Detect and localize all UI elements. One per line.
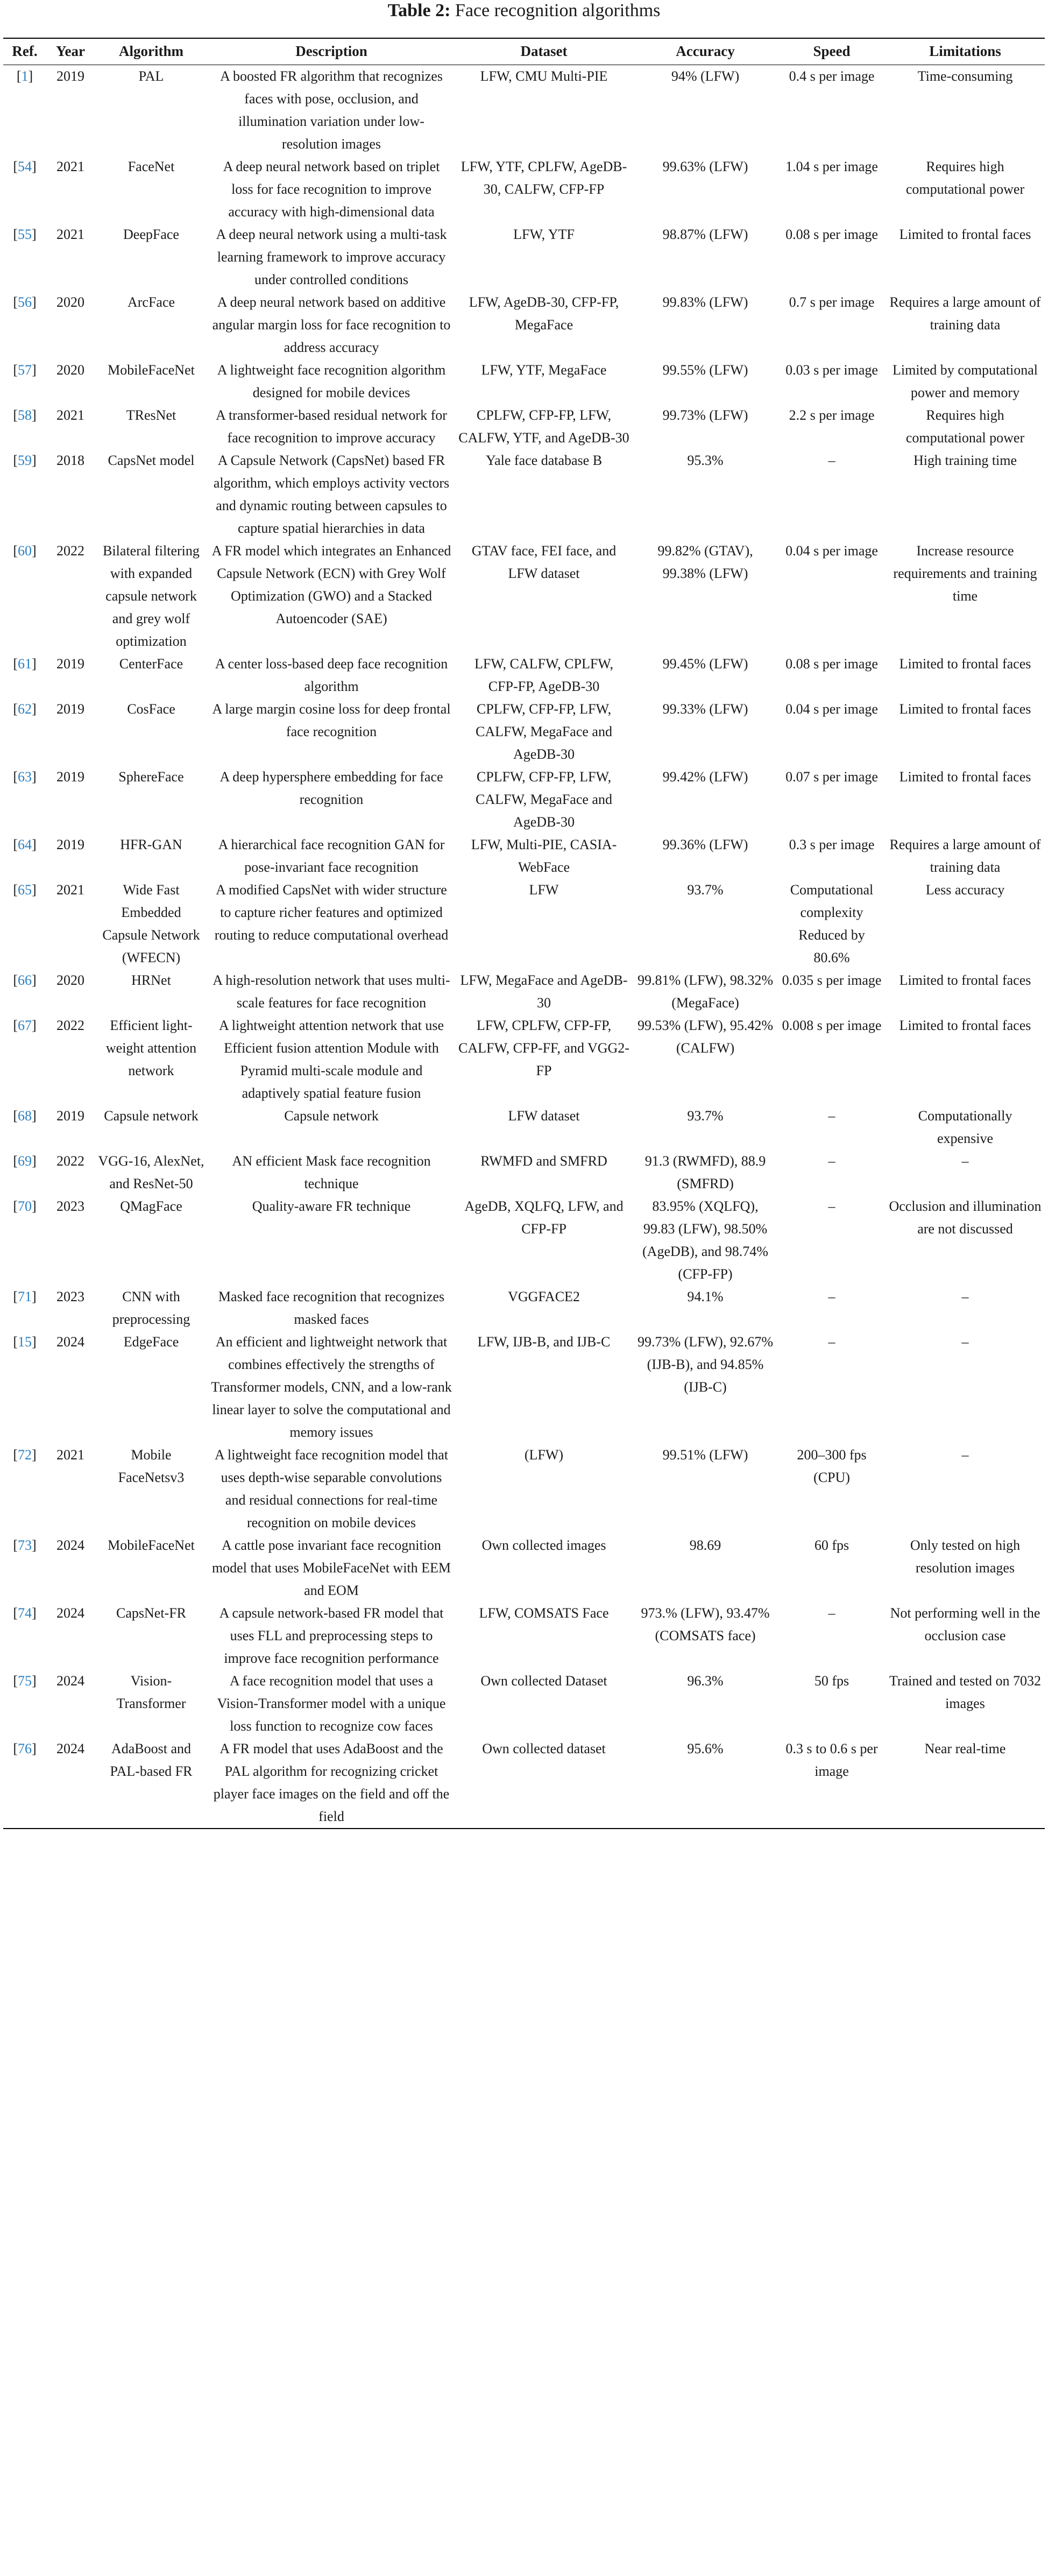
table-row xyxy=(3,65,1045,156)
cell-description: A deep neural network using a multi-task learning framework to improve accuracy under controlled conditions xyxy=(216,227,447,287)
table-row xyxy=(3,540,1045,653)
cell-algorithm: FaceNet xyxy=(128,159,175,174)
cell-dataset: LFW, CALFW, CPLFW, CFP-FP, AgeDB-30 xyxy=(475,656,613,694)
cell-description: A large margin cosine loss for deep frontal face recognition xyxy=(212,701,451,739)
table-row xyxy=(3,1195,1045,1286)
cell-year: 2022 xyxy=(56,543,84,559)
cell-accuracy: 95.3% xyxy=(687,453,724,468)
cell-dataset: CPLFW, CFP-FP, LFW, CALFW, YTF, and AgeDB-30 xyxy=(458,407,629,446)
cell-year: 2020 xyxy=(56,362,84,378)
citation-link[interactable]: 67 xyxy=(18,1018,32,1033)
table-row xyxy=(3,879,1045,969)
table-body xyxy=(3,65,1045,1829)
table-row xyxy=(3,449,1045,540)
cell-limitations: – xyxy=(961,1153,969,1169)
table-row xyxy=(3,156,1045,223)
cell-year: 2020 xyxy=(56,294,84,310)
table-row xyxy=(3,834,1045,879)
cell-speed: 1.04 s per image xyxy=(785,159,878,174)
cell-speed: 0.03 s per image xyxy=(785,362,878,378)
cell-algorithm: CenterFace xyxy=(119,656,183,672)
cell-dataset: LFW, COMSATS Face xyxy=(479,1605,609,1621)
cell-speed: – xyxy=(828,1334,835,1350)
citation-link[interactable]: 57 xyxy=(18,362,32,378)
cell-accuracy: 99.73% (LFW) xyxy=(662,407,748,423)
cell-ref: [60] xyxy=(13,543,37,559)
cell-dataset: GTAV face, FEI face, and LFW dataset xyxy=(471,543,617,581)
cell-description: Masked face recognition that recognizes masked faces xyxy=(218,1289,445,1327)
cell-year: 2024 xyxy=(56,1537,84,1553)
cell-dataset: LFW dataset xyxy=(508,1108,580,1124)
cell-dataset: CPLFW, CFP-FP, LFW, CALFW, MegaFace and AgeDB-30 xyxy=(476,701,612,762)
cell-accuracy: 98.69 xyxy=(689,1537,721,1553)
cell-limitations: Limited to frontal faces xyxy=(899,656,1031,672)
table-row xyxy=(3,1738,1045,1829)
cell-speed: – xyxy=(828,1198,835,1214)
cell-dataset: LFW xyxy=(529,882,559,898)
cell-accuracy: 94.1% xyxy=(687,1289,724,1304)
citation-link[interactable]: 59 xyxy=(18,453,32,468)
cell-algorithm: SphereFace xyxy=(118,769,184,785)
cell-algorithm: Efficient light-weight attention network xyxy=(105,1018,197,1078)
cell-accuracy: 973.% (LFW), 93.47% (COMSATS face) xyxy=(641,1605,770,1643)
cell-speed: 0.08 s per image xyxy=(785,656,878,672)
citation-link[interactable]: 62 xyxy=(18,701,32,717)
citation-link[interactable]: 64 xyxy=(18,837,32,852)
cell-year: 2024 xyxy=(56,1673,84,1689)
cell-description: An efficient and lightweight network that combines effectively the strengths of Transformer models, CNN, and a low-rank linear layer to solve the computational and memory issues xyxy=(211,1334,452,1440)
cell-limitations: Occlusion and illumination are not discussed xyxy=(889,1198,1042,1237)
cell-accuracy: 96.3% xyxy=(687,1673,724,1689)
cell-year: 2019 xyxy=(56,769,84,785)
cell-dataset: LFW, MegaFace and AgeDB-30 xyxy=(460,972,628,1011)
cell-year: 2023 xyxy=(56,1198,84,1214)
cell-algorithm: Capsule network xyxy=(104,1108,199,1124)
table-row xyxy=(3,1150,1045,1195)
citation-link[interactable]: 58 xyxy=(18,407,32,423)
table-row xyxy=(3,1286,1045,1331)
cell-algorithm: PAL xyxy=(138,68,164,84)
cell-accuracy: 94% (LFW) xyxy=(671,68,740,84)
cell-description: A cattle pose invariant face recognition model that uses MobileFaceNet with EEM and EOM xyxy=(211,1537,451,1598)
cell-limitations: Less accuracy xyxy=(925,882,1005,898)
cell-ref: [59] xyxy=(13,453,37,468)
cell-limitations: Requires a large amount of training data xyxy=(889,294,1041,333)
cell-limitations: Limited to frontal faces xyxy=(899,769,1031,785)
cell-ref: [64] xyxy=(13,837,37,852)
cell-limitations: Limited to frontal faces xyxy=(899,972,1031,988)
table-row xyxy=(3,766,1045,834)
citation-link[interactable]: 54 xyxy=(18,159,32,174)
cell-accuracy: 99.33% (LFW) xyxy=(662,701,748,717)
cell-year: 2020 xyxy=(56,972,84,988)
column-header-algorithm: Algorithm xyxy=(95,38,208,65)
citation-link[interactable]: 72 xyxy=(18,1447,32,1463)
cell-limitations: High training time xyxy=(913,453,1017,468)
table-row xyxy=(3,1014,1045,1105)
cell-year: 2019 xyxy=(56,1108,84,1124)
cell-year: 2019 xyxy=(56,701,84,717)
cell-year: 2018 xyxy=(56,453,84,468)
cell-ref: [73] xyxy=(13,1537,37,1553)
cell-algorithm: CapsNet-FR xyxy=(116,1605,186,1621)
cell-accuracy: 99.36% (LFW) xyxy=(662,837,748,852)
column-header-year: Year xyxy=(46,38,95,65)
cell-ref: [54] xyxy=(13,159,37,174)
citation-link[interactable]: 73 xyxy=(18,1537,32,1553)
cell-limitations: – xyxy=(961,1447,969,1463)
cell-dataset: (LFW) xyxy=(524,1447,564,1463)
cell-description: A lightweight face recognition algorithm designed for mobile devices xyxy=(217,362,446,400)
cell-dataset: AgeDB, XQLFQ, LFW, and CFP-FP xyxy=(464,1198,624,1237)
cell-speed: 50 fps xyxy=(814,1673,849,1689)
cell-description: A transformer-based residual network for face recognition to improve accuracy xyxy=(216,407,447,446)
cell-dataset: Own collected images xyxy=(481,1537,606,1553)
table-caption xyxy=(0,0,1048,22)
cell-speed: Computational complexity Reduced by 80.6% xyxy=(790,882,874,965)
cell-limitations: Requires a large amount of training data xyxy=(889,837,1041,875)
cell-dataset: LFW, YTF, CPLFW, AgeDB-30, CALFW, CFP-FP xyxy=(461,159,627,197)
cell-dataset: LFW, CMU Multi-PIE xyxy=(480,68,608,84)
cell-ref: [65] xyxy=(13,882,37,898)
cell-algorithm: Mobile FaceNetsv3 xyxy=(118,1447,185,1485)
cell-speed: 0.035 s per image xyxy=(782,972,882,988)
cell-accuracy: 93.7% xyxy=(687,1108,724,1124)
cell-speed: 0.3 s per image xyxy=(789,837,875,852)
citation-link[interactable]: 76 xyxy=(18,1741,32,1756)
cell-algorithm: HRNet xyxy=(131,972,171,988)
cell-accuracy: 99.51% (LFW) xyxy=(662,1447,748,1463)
citation-link[interactable]: 69 xyxy=(18,1153,32,1169)
column-header-accuracy: Accuracy xyxy=(633,38,778,65)
cell-ref: [57] xyxy=(13,362,37,378)
cell-description: A deep neural network based on triplet loss for face recognition to improve accuracy with high-dimensional data xyxy=(223,159,440,220)
cell-description: A FR model that uses AdaBoost and the PAL algorithm for recognizing cricket player face images on the field and off the field xyxy=(208,1738,455,1829)
cell-description: A face recognition model that uses a Vision-Transformer model with a unique loss function to recognize cow faces xyxy=(217,1673,446,1734)
cell-year: 2024 xyxy=(46,1738,95,1829)
cell-ref: [66] xyxy=(13,972,37,988)
cell-ref: [62] xyxy=(13,701,37,717)
cell-accuracy: 99.55% (LFW) xyxy=(662,362,748,378)
cell-algorithm: AdaBoost and PAL-based FR xyxy=(95,1738,208,1829)
citation-link[interactable]: 60 xyxy=(18,543,32,559)
cell-speed: 2.2 s per image xyxy=(789,407,875,423)
citation-link[interactable]: 56 xyxy=(18,294,32,310)
cell-ref: [1] xyxy=(16,68,33,84)
cell-year: 2022 xyxy=(56,1153,84,1169)
table-row xyxy=(3,404,1045,449)
cell-accuracy: 99.82% (GTAV), 99.38% (LFW) xyxy=(657,543,753,581)
cell-year: 2021 xyxy=(56,227,84,242)
cell-year: 2021 xyxy=(56,1447,84,1463)
cell-limitations: – xyxy=(961,1334,969,1350)
cell-year: 2021 xyxy=(56,882,84,898)
cell-accuracy: 99.63% (LFW) xyxy=(662,159,748,174)
cell-description: Quality-aware FR technique xyxy=(252,1198,411,1214)
cell-limitations: Only tested on high resolution images xyxy=(910,1537,1021,1576)
table-row xyxy=(3,1534,1045,1602)
cell-dataset: VGGFACE2 xyxy=(508,1289,580,1304)
citation-link[interactable]: 70 xyxy=(18,1198,32,1214)
column-header-dataset: Dataset xyxy=(455,38,633,65)
cell-accuracy: 83.95% (XQLFQ), 99.83 (LFW), 98.50% (AgeDB), and 98.74% (CFP-FP) xyxy=(642,1198,768,1282)
table-row xyxy=(3,969,1045,1014)
cell-limitations: – xyxy=(961,1289,969,1304)
cell-dataset: LFW, IJB-B, and IJB-C xyxy=(477,1334,611,1350)
cell-speed: 0.08 s per image xyxy=(785,227,878,242)
cell-ref: [72] xyxy=(13,1447,37,1463)
cell-algorithm: TResNet xyxy=(126,407,176,423)
table-row xyxy=(3,1105,1045,1150)
cell-description: A lightweight face recognition model that uses depth-wise separable convolutions and residual connections for real-time recognition on mobile devices xyxy=(215,1447,448,1530)
cell-accuracy: 99.45% (LFW) xyxy=(662,656,748,672)
cell-limitations: Computationally expensive xyxy=(918,1108,1012,1146)
cell-year: 2022 xyxy=(56,1018,84,1033)
cell-description: A modified CapsNet with wider structure to capture richer features and optimized routing to reduce computational overhead xyxy=(214,882,449,943)
cell-accuracy: 93.7% xyxy=(687,882,724,898)
cell-algorithm: EdgeFace xyxy=(123,1334,179,1350)
cell-year: 2024 xyxy=(56,1605,84,1621)
cell-ref: [56] xyxy=(13,294,37,310)
table-row xyxy=(3,359,1045,404)
cell-limitations: Limited to frontal faces xyxy=(899,1018,1031,1033)
cell-description: A deep hypersphere embedding for face recognition xyxy=(219,769,443,807)
table-row xyxy=(3,653,1045,698)
cell-description: A high-resolution network that uses multi-scale features for face recognition xyxy=(213,972,450,1011)
cell-algorithm: VGG-16, AlexNet, and ResNet-50 xyxy=(98,1153,204,1191)
cell-speed: 0.4 s per image xyxy=(789,68,875,84)
cell-dataset: Own collected Dataset xyxy=(480,1673,607,1689)
citation-link[interactable]: 71 xyxy=(18,1289,32,1304)
cell-algorithm: MobileFaceNet xyxy=(108,1537,195,1553)
column-header-ref: Ref. xyxy=(3,38,46,65)
cell-description: A lightweight attention network that use Efficient fusion attention Module with Pyramid multi-scale module and adaptively spatial feature fusion xyxy=(218,1018,444,1101)
citation-link[interactable]: 66 xyxy=(18,972,32,988)
cell-description: A FR model which integrates an Enhanced Capsule Network (ECN) with Grey Wolf Optimization (GWO) and a Stacked Autoencoder (SAE) xyxy=(211,543,451,626)
column-header-description: Description xyxy=(208,38,455,65)
cell-speed: 0.07 s per image xyxy=(785,769,878,785)
cell-limitations: Requires high computational power xyxy=(905,407,1025,446)
cell-accuracy: 99.83% (LFW) xyxy=(662,294,748,310)
cell-algorithm: Bilateral filtering with expanded capsule network and grey wolf optimization xyxy=(103,543,200,649)
table-row xyxy=(3,1602,1045,1670)
citation-link[interactable]: 65 xyxy=(18,882,32,898)
cell-ref: [61] xyxy=(13,656,37,672)
cell-speed: 0.008 s per image xyxy=(782,1018,882,1033)
cell-algorithm: Wide Fast Embedded Capsule Network (WFECN) xyxy=(102,882,200,965)
cell-algorithm: ArcFace xyxy=(127,294,175,310)
cell-description: A capsule network-based FR model that uses FLL and preprocessing steps to improve face recognition performance xyxy=(219,1605,444,1666)
cell-dataset: RWMFD and SMFRD xyxy=(480,1153,607,1169)
cell-accuracy: 99.81% (LFW), 98.32% (MegaFace) xyxy=(637,972,773,1011)
citation-link[interactable]: 68 xyxy=(18,1108,32,1124)
cell-year: 2019 xyxy=(56,837,84,852)
cell-ref: [74] xyxy=(13,1605,37,1621)
cell-dataset: LFW, CPLFW, CFP-FP, CALFW, CFP-FF, and VGG2-FP xyxy=(458,1018,629,1078)
cell-algorithm: CapsNet model xyxy=(108,453,195,468)
cell-ref: [71] xyxy=(13,1289,37,1304)
cell-ref: [15] xyxy=(13,1334,37,1350)
cell-algorithm: QMagFace xyxy=(120,1198,182,1214)
cell-year: 2019 xyxy=(56,68,84,84)
citation-link[interactable]: 74 xyxy=(18,1605,32,1621)
cell-algorithm: Vision-Transformer xyxy=(116,1673,186,1711)
cell-limitations: Trained and tested on 7032 images xyxy=(889,1673,1042,1711)
citation-link[interactable]: 15 xyxy=(18,1334,32,1350)
cell-speed: – xyxy=(828,1153,835,1169)
column-header-limitations: Limitations xyxy=(886,38,1045,65)
cell-ref: [55] xyxy=(13,227,37,242)
cell-algorithm: HFR-GAN xyxy=(120,837,182,852)
table-row xyxy=(3,1670,1045,1738)
cell-accuracy: 95.6% xyxy=(633,1738,778,1829)
cell-ref: [70] xyxy=(13,1198,37,1214)
cell-description: A boosted FR algorithm that recognizes faces with pose, occlusion, and illumination variation under low-resolution images xyxy=(220,68,443,152)
cell-accuracy: 99.53% (LFW), 95.42% (CALFW) xyxy=(637,1018,773,1056)
table-header xyxy=(3,38,1045,65)
cell-ref: [67] xyxy=(13,1018,37,1033)
cell-description: A center loss-based deep face recognition algorithm xyxy=(215,656,448,694)
cell-accuracy: 99.73% (LFW), 92.67% (IJB-B), and 94.85% (IJB-C) xyxy=(637,1334,773,1395)
cell-dataset: Yale face database B xyxy=(485,453,603,468)
citation-link[interactable]: 55 xyxy=(18,227,32,242)
cell-speed: – xyxy=(828,1605,835,1621)
cell-speed: – xyxy=(828,1289,835,1304)
face-recognition-table xyxy=(3,38,1045,1829)
cell-limitations: Near real-time xyxy=(886,1738,1045,1829)
cell-accuracy: 91.3 (RWMFD), 88.9 (SMFRD) xyxy=(645,1153,766,1191)
cell-ref: [68] xyxy=(13,1108,37,1124)
citation-link[interactable]: 61 xyxy=(18,656,32,672)
cell-algorithm: CosFace xyxy=(127,701,175,717)
cell-algorithm: MobileFaceNet xyxy=(108,362,195,378)
cell-description: A hierarchical face recognition GAN for pose-invariant face recognition xyxy=(218,837,445,875)
citation-link[interactable]: 75 xyxy=(18,1673,32,1689)
cell-description: A Capsule Network (CapsNet) based FR algorithm, which employs activity vectors and dynamic routing between capsules to capture spatial hierarchies in data xyxy=(213,453,450,536)
cell-limitations: Limited to frontal faces xyxy=(899,227,1031,242)
table-row xyxy=(3,223,1045,291)
cell-accuracy: 98.87% (LFW) xyxy=(662,227,748,242)
cell-year: 2021 xyxy=(56,159,84,174)
cell-speed: 0.3 s to 0.6 s per image xyxy=(778,1738,886,1829)
cell-dataset: CPLFW, CFP-FP, LFW, CALFW, MegaFace and AgeDB-30 xyxy=(476,769,612,830)
cell-year: 2021 xyxy=(56,407,84,423)
cell-algorithm: CNN with preprocessing xyxy=(112,1289,190,1327)
citation-link[interactable]: 1 xyxy=(21,68,29,84)
cell-limitations: Limited to frontal faces xyxy=(899,701,1031,717)
cell-description: Capsule network xyxy=(284,1108,379,1124)
cell-ref: [63] xyxy=(13,769,37,785)
cell-dataset: LFW, YTF xyxy=(513,227,575,242)
cell-speed: – xyxy=(828,453,835,468)
cell-ref: [58] xyxy=(13,407,37,423)
cell-speed: – xyxy=(828,1108,835,1124)
cell-limitations: Limited by computational power and memory xyxy=(892,362,1038,400)
cell-description: A deep neural network based on additive angular margin loss for face recognition to address accuracy xyxy=(212,294,451,355)
cell-ref: [69] xyxy=(13,1153,37,1169)
citation-link[interactable]: 63 xyxy=(18,769,32,785)
table-row xyxy=(3,1444,1045,1534)
cell-dataset: LFW, YTF, MegaFace xyxy=(481,362,607,378)
table-caption-label: Table 2: xyxy=(387,1,451,20)
cell-description: AN efficient Mask face recognition technique xyxy=(232,1153,431,1191)
column-header-speed: Speed xyxy=(778,38,886,65)
cell-algorithm: DeepFace xyxy=(123,227,179,242)
cell-limitations: Time-consuming xyxy=(917,68,1013,84)
cell-dataset: LFW, Multi-PIE, CASIA-WebFace xyxy=(471,837,617,875)
cell-limitations: Not performing well in the occlusion case xyxy=(890,1605,1040,1643)
cell-ref: [75] xyxy=(13,1673,37,1689)
cell-year: 2024 xyxy=(56,1334,84,1350)
table-row xyxy=(3,1331,1045,1444)
cell-limitations: Increase resource requirements and training time xyxy=(893,543,1037,604)
table-caption-text: Face recognition algorithms xyxy=(455,1,661,20)
cell-limitations: Requires high computational power xyxy=(905,159,1025,197)
cell-speed: 200–300 fps (CPU) xyxy=(797,1447,867,1485)
cell-year: 2023 xyxy=(56,1289,84,1304)
cell-dataset: LFW, AgeDB-30, CFP-FP, MegaFace xyxy=(469,294,619,333)
cell-speed: 0.7 s per image xyxy=(789,294,875,310)
cell-accuracy: 99.42% (LFW) xyxy=(662,769,748,785)
cell-speed: 60 fps xyxy=(814,1537,849,1553)
cell-dataset: Own collected dataset xyxy=(455,1738,633,1829)
cell-ref: [76] xyxy=(3,1738,46,1829)
table-row xyxy=(3,291,1045,359)
header-row xyxy=(3,38,1045,65)
cell-speed: 0.04 s per image xyxy=(785,701,878,717)
table-row xyxy=(3,698,1045,766)
cell-speed: 0.04 s per image xyxy=(785,543,878,559)
cell-year: 2019 xyxy=(56,656,84,672)
